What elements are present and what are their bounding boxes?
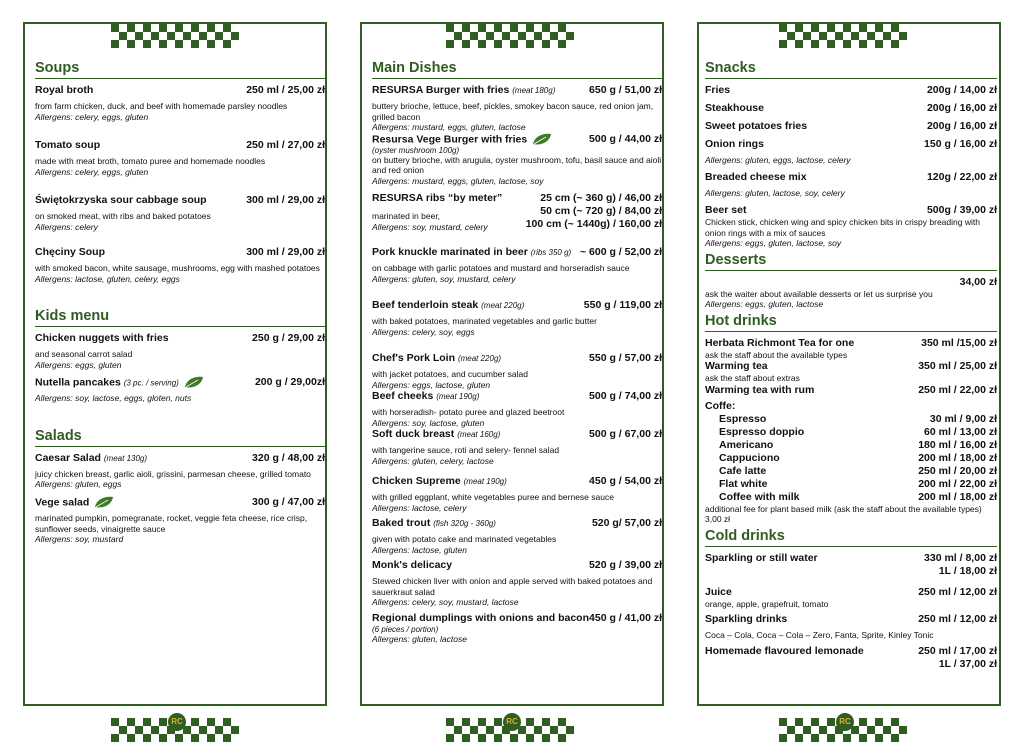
item-price: 550 g / 119,00 zł <box>583 299 662 312</box>
item-description: ask the staff about the available types <box>705 349 848 360</box>
item-price: 500 g / 44,00 zł <box>589 132 662 145</box>
item-price: 200g / 16,00 zł <box>926 120 997 132</box>
menu-item <box>705 452 997 465</box>
section-title-snacks: Snacks <box>705 60 997 79</box>
leaf-icon <box>531 133 553 146</box>
item-name: Monk's delicacy <box>372 559 453 572</box>
item-description: ask the waiter about available desserts or let us surprise you <box>705 288 933 299</box>
item-description: with jacket potatoes, and cucumber salad <box>372 369 528 380</box>
menu-item <box>35 332 325 345</box>
menu-item <box>705 120 997 133</box>
item-name: Nutella pancakes <box>35 376 121 389</box>
item-price: 330 ml / 8,00 zł <box>924 551 997 564</box>
item-description: on smoked meat, with ribs and baked potatoes <box>35 211 211 221</box>
item-allergens: Allergens: gluten, celery, lactose <box>372 455 494 466</box>
item-price: 120g / 22,00 zł <box>926 170 997 183</box>
menu-item <box>705 171 997 184</box>
item-allergens: Allergens: gluten, lactose, soy, celery <box>705 187 845 198</box>
item-price: 25 cm (~ 360 g) / 46,00 zł <box>540 192 662 205</box>
item-name: Herbata Richmont Tea for one <box>705 336 855 349</box>
restaurant-logo: RC <box>836 713 854 731</box>
item-name: Resursa Vege Burger with fries <box>372 132 528 145</box>
menu-item <box>372 517 662 530</box>
section-title-soups: Soups <box>35 60 325 79</box>
menu-item <box>372 299 662 312</box>
checkered-banner-top <box>111 24 239 48</box>
item-allergens: Allergens: gluten, eggs <box>35 479 122 490</box>
section-title-main-dishes: Main Dishes <box>372 60 662 79</box>
item-price: 200g / 14,00 zł <box>926 84 997 96</box>
item-description: made with meat broth, tomato puree and homemade noodles <box>35 156 266 166</box>
menu-item <box>372 612 662 625</box>
item-price: 500 g / 74,00 zł <box>589 390 662 403</box>
leaf-icon <box>93 496 115 509</box>
item-price: 300 g / 47,00 zł <box>252 496 325 509</box>
item-price: 300 ml / 29,00 zł <box>246 246 325 258</box>
item-portion-note: (meat 160g) <box>457 430 501 440</box>
menu-item <box>35 376 325 389</box>
checkered-banner-top <box>446 24 574 48</box>
item-description: on buttery brioche, with arugula, oyster mushroom, tofu, basil sauce and aioli and red onion <box>372 154 662 176</box>
item-price: 350 ml / 25,00 zł <box>918 360 997 372</box>
item-description: Coca – Cola, Coca – Cola – Zero, Fanta, Sprite, Kinley Tonic <box>705 630 934 640</box>
item-description: with baked potatoes, marinated vegetables and garlic butter <box>372 316 597 327</box>
item-description: Chicken stick, chicken wing and spicy chicken bits in crispy breading with onion rings with a mix of sauces <box>705 217 980 238</box>
item-name: RESURSA ribs “by meter” <box>372 192 503 205</box>
menu-item <box>705 426 997 439</box>
menu-item <box>372 246 662 259</box>
item-name: Sweet potatoes fries <box>705 120 808 132</box>
menu-item <box>372 352 662 365</box>
item-name: Americano <box>719 438 774 451</box>
menu-panel-right <box>697 22 1001 726</box>
item-name: Regional dumplings with onions and bacon <box>372 611 589 624</box>
item-name: Beer set <box>705 204 747 216</box>
item-name: Chef's Pork Loin <box>372 352 456 365</box>
menu-item <box>705 613 997 626</box>
item-price: 550 g / 57,00 zł <box>589 352 662 365</box>
menu-item <box>372 390 662 403</box>
menu-item <box>705 337 997 350</box>
item-description: orange, apple, grapefruit, tomato <box>705 598 829 609</box>
item-name: Beef tenderloin steak <box>372 299 479 312</box>
menu-item <box>35 84 325 97</box>
item-description: ask the staff about extras <box>705 373 800 383</box>
menu-panel-left <box>23 22 327 726</box>
item-portion-note: (fish 320g - 360g) <box>433 519 496 529</box>
menu-item <box>705 439 997 452</box>
item-price: 650 g / 51,00 zł <box>589 84 662 96</box>
item-description: marinated in beer, <box>372 211 441 222</box>
item-allergens: Allergens: gluten, lactose <box>372 633 467 644</box>
item-name: Homemade flavoured lemonade <box>705 644 864 657</box>
checkered-banner-top <box>779 24 907 48</box>
item-allergens: Allergens: soy, lactose, gluten <box>372 417 485 428</box>
item-name: Soft duck breast <box>372 428 455 441</box>
section-title-salads: Salads <box>35 428 325 447</box>
left-column-content <box>35 60 325 545</box>
item-allergens: Allergens: eggs, gluten, lactose <box>705 299 824 309</box>
menu-item <box>372 133 662 146</box>
item-name: Baked trout <box>372 517 431 530</box>
item-allergens: Allergens: lactose, gluten <box>372 544 467 555</box>
menu-item <box>35 139 325 152</box>
item-name: Sparkling or still water <box>705 551 818 564</box>
item-name: Coffee with milk <box>719 490 800 503</box>
item-allergens: Allergens: mustard, eggs, gluten, lactose, soy <box>372 175 544 186</box>
item-name: Fries <box>705 84 731 96</box>
item-price: 520 g/ 57,00 zł <box>591 517 662 530</box>
menu-item <box>35 452 325 465</box>
menu-item-ribs <box>372 192 662 232</box>
menu-item <box>705 478 997 491</box>
menu-item <box>705 413 997 426</box>
item-price: 200g / 16,00 zł <box>926 102 997 114</box>
item-price: ~ 600 g / 52,00 zł <box>579 246 662 259</box>
right-column-content <box>705 60 997 671</box>
item-price: 50 cm (~ 720 g) / 84,00 zł <box>540 205 662 218</box>
restaurant-logo: RC <box>168 713 186 731</box>
menu-item <box>705 384 997 397</box>
item-portion-note: (ribs 350 g) <box>530 248 572 258</box>
item-price: 34,00 zł <box>959 275 997 288</box>
plant-milk-note: additional fee for plant based milk (ask the staff about the available types) 3,00 zł <box>705 503 982 524</box>
menu-item <box>35 496 325 509</box>
menu-item <box>705 360 997 373</box>
item-portion-note: (meat 130g) <box>103 453 148 463</box>
item-name: Onion rings <box>705 138 764 150</box>
item-description: with tangerine sauce, roti and selery- fennel salad <box>372 445 560 456</box>
item-price: 320 g / 48,00 zł <box>252 451 325 464</box>
item-price: 200 ml / 18,00 zł <box>918 451 997 464</box>
item-name: Warming tea with rum <box>705 383 815 396</box>
item-name: Warming tea <box>705 360 768 372</box>
coffee-label: Coffe: <box>705 399 736 412</box>
item-name: Chicken Supreme <box>372 475 461 488</box>
item-price: 350 ml /15,00 zł <box>921 336 997 349</box>
item-name: Espresso <box>719 412 767 425</box>
item-allergens: Allergens: eggs, gluten <box>35 359 122 370</box>
item-price: 450 g / 41,00 zł <box>589 611 662 624</box>
item-name: Chicken nuggets with fries <box>35 332 169 344</box>
item-price: 250 ml / 12,00 zł <box>918 613 997 625</box>
menu-item <box>705 102 997 115</box>
item-price: 200 ml / 22,00 zł <box>918 477 997 490</box>
item-price: 150 g / 16,00 zł <box>924 138 997 150</box>
item-allergens: Allergens: eggs, gluten, lactose, soy <box>705 238 842 248</box>
item-name: Espresso doppio <box>719 425 805 438</box>
item-name: Chęciny Soup <box>35 246 106 258</box>
item-name: RESURSA Burger with fries <box>372 84 510 96</box>
section-title-hot-drinks: Hot drinks <box>705 313 997 332</box>
item-allergens: Allergens: celery <box>35 221 98 232</box>
item-price: 300 ml / 29,00 zł <box>246 194 325 206</box>
item-allergens: Allergens: eggs, lactose, gluten <box>372 379 491 390</box>
item-portion-note: (meat 180g) <box>512 86 556 95</box>
item-price: 450 g / 54,00 zł <box>589 475 662 488</box>
item-allergens: Allergens: celery, eggs, gluten <box>35 111 149 122</box>
menu-item <box>705 645 997 658</box>
item-name: Flat white <box>719 477 768 490</box>
section-title-desserts: Desserts <box>705 252 997 271</box>
item-description: on cabbage with garlic potatoes and mustard and horseradish sauce <box>372 263 630 274</box>
item-name: Breaded cheese mix <box>705 170 807 183</box>
item-price: 500g / 39,00 zł <box>926 204 997 216</box>
item-allergens: Allergens: lactose, gluten, celery, eggs <box>35 273 180 284</box>
item-portion-note: (meat 190g) <box>463 477 507 487</box>
menu-item <box>705 204 997 217</box>
item-name: Caesar Salad <box>35 451 101 464</box>
item-description: Stewed chicken liver with onion and apple served with baked potatoes and sauerkraut salad <box>372 576 653 597</box>
item-description: with horseradish- potato puree and glazed beetroot <box>372 407 565 418</box>
item-price: 60 ml / 13,00 zł <box>924 425 997 438</box>
item-allergens: Allergens: gluten, eggs, lactose, celery <box>705 155 851 165</box>
menu-item <box>372 559 662 572</box>
section-title-cold-drinks: Cold drinks <box>705 528 997 547</box>
item-price: 200 g / 29,00zł <box>254 376 325 389</box>
menu-item <box>35 246 325 259</box>
item-price: 250 ml / 12,00 zł <box>918 585 997 598</box>
menu-item <box>705 491 997 504</box>
item-name: Steakhouse <box>705 102 764 114</box>
item-price: 1L / 18,00 zł <box>938 564 997 577</box>
menu-panel-middle <box>360 22 664 726</box>
menu-item <box>372 475 662 488</box>
section-title-kids: Kids menu <box>35 308 325 327</box>
item-price: 30 ml / 9,00 zł <box>929 412 997 425</box>
item-description: with grilled eggplant, white vegetables puree and bernese sauce <box>372 492 614 503</box>
restaurant-logo: RC <box>503 713 521 731</box>
item-allergens: Allergens: mustard, eggs, gluten, lactose <box>372 122 526 132</box>
item-allergens: Allergens: soy, mustard <box>35 534 124 545</box>
menu-item <box>705 138 997 151</box>
item-description: marinated pumpkin, pomegranate, rocket, veggie feta cheese, rice crisp, sunflower seeds, vinaigrette sauce <box>35 513 308 534</box>
item-price: 520 g / 39,00 zł <box>589 559 662 572</box>
item-price: 250 ml / 25,00 zł <box>246 84 325 96</box>
item-portion-note: (3 pc. / serving) <box>123 378 179 388</box>
item-allergens: Allergens: soy, mustard, celery <box>372 221 488 232</box>
item-price: 250 ml / 27,00 zł <box>246 139 325 151</box>
item-price: 250 ml / 17,00 zł <box>918 644 997 657</box>
item-name: Świętokrzyska sour cabbage soup <box>35 194 207 206</box>
item-allergens: Allergens: gluten, soy, mustard, celery <box>372 273 516 284</box>
item-portion-note: (meat 220g) <box>481 301 525 311</box>
item-price: 250 ml / 22,00 zł <box>918 383 997 396</box>
item-name: Juice <box>705 585 732 598</box>
item-description: and seasonal carrot salad <box>35 349 133 359</box>
item-name: Vege salad <box>35 496 90 509</box>
menu-item <box>372 428 662 441</box>
item-description: juicy chicken breast, garlic aioli, grissini, parmesan cheese, grilled tomato <box>35 468 311 479</box>
menu-item <box>372 84 662 97</box>
leaf-icon <box>183 376 205 389</box>
item-price: 180 ml / 16,00 zł <box>918 438 997 451</box>
item-price: 500 g / 67,00 zł <box>589 428 662 441</box>
item-portion-note: (6 pieces / portion) <box>372 624 439 634</box>
item-allergens: Allergens: celery, soy, eggs <box>372 326 475 337</box>
item-name: Pork knuckle marinated in beer <box>372 246 528 259</box>
coffee-list <box>705 413 997 504</box>
menu-item <box>705 586 997 599</box>
item-price: 250 ml / 20,00 zł <box>918 464 997 477</box>
item-description: with smoked bacon, white sausage, mushrooms, egg with mashed potatoes <box>35 263 320 273</box>
item-name: Royal broth <box>35 84 94 96</box>
item-allergens: Allergens: celery, soy, mustard, lactose <box>372 597 519 608</box>
menu-item <box>705 465 997 478</box>
item-price: 1L / 37,00 zł <box>938 657 997 670</box>
menu-item <box>705 84 997 97</box>
menu-item <box>35 194 325 207</box>
item-description: buttery brioche, lettuce, beef, pickles, smokey bacon sauce, red onion jam, grilled bacon <box>372 101 654 122</box>
item-allergens: Allergens: lactose, celery <box>372 502 467 513</box>
menu-item <box>705 552 997 565</box>
middle-column-content <box>372 60 662 644</box>
item-description: given with potato cake and marinated vegetables <box>372 534 557 545</box>
item-description: from farm chicken, duck, and beef with homemade parsley noodles <box>35 101 288 111</box>
item-portion-note: (meat 220g) <box>457 354 502 364</box>
item-price: 100 cm (~ 1440g) / 160,00 zł <box>525 218 662 231</box>
item-name: Cafe latte <box>719 464 767 477</box>
item-name: Cappuciono <box>719 451 780 464</box>
item-price: 200 ml / 18,00 zł <box>918 490 997 503</box>
item-portion-note: (meat 190g) <box>436 392 480 402</box>
item-portion-note: (oyster mushroom 100g) <box>372 145 460 155</box>
item-price: 250 g / 29,00 zł <box>252 332 325 344</box>
item-name: Beef cheeks <box>372 390 434 403</box>
item-name: Tomato soup <box>35 139 101 151</box>
item-name: Sparkling drinks <box>705 613 788 625</box>
item-allergens: Allergens: soy, lactose, eggs, gloten, nuts <box>35 393 192 404</box>
item-allergens: Allergens: celery, eggs, gluten <box>35 166 149 177</box>
